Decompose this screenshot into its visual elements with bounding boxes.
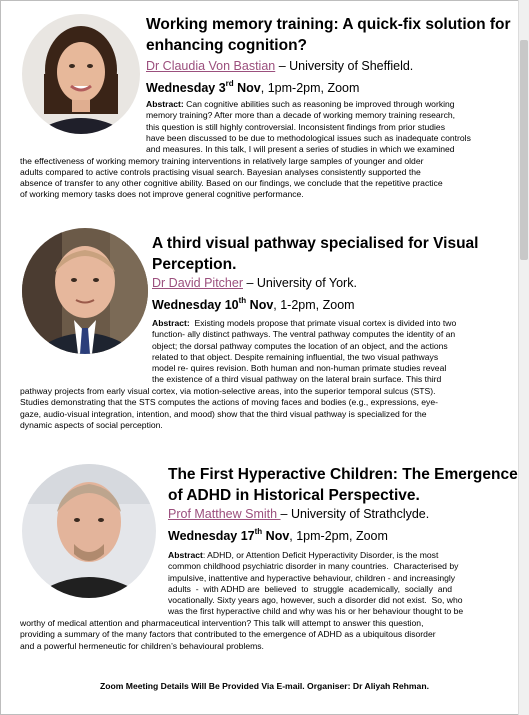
abstract-line: pathway projects from early visual cortex, via motion-selective areas, into the superior temporal sulcus (STS).: [20, 386, 436, 396]
abstract-label: Abstract:: [146, 99, 184, 109]
abstract-line: function- ally distinct pathways. The ventral pathway computes the identity of an: [152, 329, 456, 340]
talk-abstract: [152, 318, 516, 386]
abstract-line: providing a summary of the many factors that contributed to the emergence of ADHD as a ubiquitous disorder: [20, 629, 436, 640]
abstract-line: adults compared to active controls practising visual search. Bayesian analyses consistently supported the: [20, 166, 421, 177]
abstract-line: Abstract: ADHD, or Attention Deficit Hyperactivity Disorder, is the most: [168, 550, 439, 560]
abstract-line: Abstract: Existing models propose that primate visual cortex is divided into two: [152, 318, 457, 328]
abstract-line: related to that object. Despite remaining influential, the two visual pathways: [152, 351, 439, 362]
abstract-line: vocationally. Sixty years ago, however, such a disorder did not exist. So, who: [168, 595, 463, 606]
abstract-line: was the first hyperactive child and why was his or her behaviour thought to be: [168, 606, 464, 617]
talk-abstract: [168, 550, 516, 618]
speaker-line: [152, 275, 357, 291]
abstract-line: worthy of medical attention and pharmaceutical intervention? This talk will attempt to answer this question,: [20, 618, 424, 628]
scrollbar-thumb[interactable]: [520, 40, 528, 260]
talk-abstract-continued: [20, 386, 516, 431]
abstract-line: of working memory tasks does not improve general cognitive performance.: [20, 189, 304, 200]
speaker-affiliation: – University of Sheffield.: [275, 59, 414, 73]
speaker-photo-1: [22, 14, 140, 134]
vertical-scrollbar[interactable]: [518, 0, 529, 715]
abstract-line: the existence of a third visual pathway on the lateral brain surface. This third: [152, 374, 442, 385]
speaker-name-link[interactable]: Prof Matthew Smith: [168, 507, 281, 521]
talk-title: Working memory training: A quick-fix solution for enhancing cognition?: [146, 16, 511, 54]
speaker-name-link[interactable]: Dr Claudia Von Bastian: [146, 59, 276, 73]
speaker-line: [168, 506, 429, 522]
speaker-photo-3: [22, 464, 156, 598]
abstract-line: object; the dorsal pathway computes the location of an object, and the actions: [152, 340, 448, 351]
abstract-line: impulsive, inattentive and hyperactive behaviour, children - and increasingly: [168, 572, 456, 583]
talk-date: Wednesday 3rd Nov, 1pm-2pm, Zoom: [146, 79, 360, 95]
talk-abstract-continued: [20, 618, 516, 652]
abstract-line: model re- quires revision. Both human and non-human primate studies reveal: [152, 363, 447, 374]
talk-date: Wednesday 17th Nov, 1pm-2pm, Zoom: [168, 527, 388, 543]
abstract-line: Studies demonstrating that the STS computes the actions of moving faces and bodies (e.g., expressions, eye-: [20, 397, 438, 408]
talk-title: The First Hyperactive Children: The Emergence of ADHD in Historical Perspective.: [168, 466, 518, 504]
abstract-line: memory training? After more than a decade of working memory training research,: [146, 110, 456, 121]
abstract-label: Abstract:: [152, 318, 190, 328]
speaker-affiliation: – University of Strathclyde.: [280, 507, 430, 521]
footer-note: Zoom Meeting Details Will Be Provided Via E-mail. Organiser: Dr Aliyah Rehman.: [100, 681, 429, 691]
abstract-line: common childhood psychiatric disorder in many countries. Characterised by: [168, 561, 459, 572]
abstract-label: Abstract: [168, 550, 203, 560]
abstract-line: gaze, audio-visual integration, intention, and mood) show that the third visual pathway is specialized for the: [20, 408, 427, 419]
abstract-line: adults - with ADHD are believed to struggle academically, socially and: [168, 583, 453, 594]
abstract-line: have been discussed to be due to methodological issues such as inadequate controls: [146, 132, 471, 143]
talk-abstract-continued: [20, 156, 516, 201]
talk-date: Wednesday 10th Nov, 1-2pm, Zoom: [152, 296, 355, 312]
speaker-affiliation: – University of York.: [243, 276, 357, 290]
talk-title: A third visual pathway specialised for Visual Perception.: [152, 235, 479, 273]
abstract-line: this question is still highly controversial. Inconsistent findings from prior studies: [146, 121, 446, 132]
abstract-line: and measures. In this talk, I will present a series of studies in which we examined: [146, 144, 455, 155]
speaker-name-link[interactable]: Dr David Pitcher: [152, 276, 243, 290]
abstract-line: Abstract: Can cognitive abilities such as reasoning be improved through working: [146, 99, 455, 109]
speaker-photo-2: [22, 228, 148, 354]
abstract-line: dynamic aspects of social perception.: [20, 419, 163, 430]
abstract-line: and a powerful hermeneutic for children’s behavioural problems.: [20, 640, 264, 651]
talk-abstract: [146, 99, 516, 155]
abstract-line: the effectiveness of working memory training interventions in relatively large samples of younger and older: [20, 155, 424, 166]
speaker-line: [146, 58, 413, 74]
abstract-line: absence of transfer to any other cognitive ability. Based on our findings, we conclude that the repetitive practice: [20, 178, 443, 189]
